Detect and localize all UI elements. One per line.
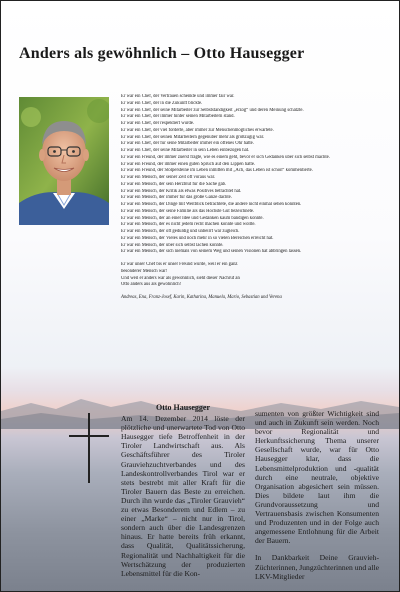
tribute-line: Er war ein Mensch, der über sich selbst lachen konnte. (121, 242, 224, 248)
closing-line: Er war unser Chef bis er unser Freund wurde, weil er ein ganz (121, 262, 238, 267)
tribute-line: Er war ein Chef, der seine Mitarbeiter in sein Leben einbezogen hat. (121, 148, 250, 153)
signature: Andreas, Ena, Franz-Josef, Karin, Katharina, Manuela, Mario, Sebastian und Verena (121, 295, 282, 300)
obituary-dedication: In Dankbarkeit Deine Grauvieh-Züchterinnen, Jungzüchterinnen und alle LKV-Mitglieder (255, 553, 379, 581)
tribute-line: Er war ein Chef, der seinen Mitarbeitern gegenüber mehr als großzügig war. (121, 134, 265, 140)
tribute-line: Er war ein Mensch, der es nicht jedem recht machen konnte und wollte. (121, 222, 256, 228)
tribute-text (121, 94, 391, 302)
tribute-line: Er war ein Freund, der immer einen guten Spruch auf den Lippen hatte. (121, 161, 256, 167)
tribute-line: Er war ein Chef, der viel forderte, aber immer zur Menschenmögliches erwartete. (121, 127, 274, 133)
obituary-column-2 (255, 409, 379, 581)
tribute-line: Er war ein Chef, der seine Mitarbeiter zur Selbstständigkeit „erzog“ und deren Meinung schätzte. (121, 107, 304, 113)
tribute-line: Er war ein Mensch, der Kritik als etwas Positives betrachtet hat. (121, 188, 242, 194)
closing-line: Und weil er anders war als gewöhnlich, sieht dieser Nachruf an (121, 275, 240, 281)
page-title: Anders als gewöhnlich – Otto Hausegger (19, 45, 305, 62)
tribute-line: Er war ein Mensch, der oft geduldig und unbeirrt war zugleich. (121, 229, 240, 234)
tribute-line: Er war ein Mensch, der immer für das große Ganze dachte. (121, 195, 232, 201)
portrait-photo (19, 97, 109, 225)
obituary-column-1 (121, 403, 245, 578)
closing-line: Otto anders aus als gewöhnlich! (121, 282, 182, 288)
tribute-line: Er war ein Chef, der für seine Mitarbeiter immer ein offenes Ohr hatte. (121, 141, 254, 147)
tribute-line: Er war ein Chef, der Vertrauen schenkte und immer fair war. (121, 94, 235, 99)
tribute-line: Er war ein Freund, der immer zuerst fragte, wie es einem geht, bevor er sich Gedanken über sich selbst machte. (121, 154, 330, 160)
tribute-line: Er war ein Chef, der respektiert wurde. (121, 121, 195, 126)
tribute-line: Er war ein Mensch, der an einer Idee und Gedanken kaum bändigen konnte. (121, 215, 264, 221)
obituary-heading: Otto Hausegger (156, 403, 210, 412)
tribute-line: Er war ein Mensch, der sein Herzblut für die Sache gab. (121, 181, 227, 187)
obituary-text-1: Am 14. Dezember 2014 löste der plötzliche und unerwartete Tod von Otto Hausegger tiefe Betroffenheit in der Tiroler Landwirtschaft aus. Als Geschäftsführer des Tiroler Grauviehzuchtverbandes und des Landeskontrollverbandes Tirol war er stets bestrebt mit aller Kraft für die Tiroler Bauern das Beste zu erreichen. Durch ihn wurde das „Tiroler Grauvieh“ zu etwas Besonderem und Edlem – zu einer „Marke“ – nicht nur in Tirol, sondern auch über die Landesgrenzen hinaus. Er hatte bereits früh erkannt, dass Qualität, Qualitätssicherung, Regionalität und Nachhaltigkeit für die Wertschätzung der produzierten Lebensmittel für die Kon- (121, 414, 245, 578)
tribute-line: Er war ein Freund, der Stolpersteine im Leben inmitten mit „Ach, das Leben ist schön“ kommentierte. (121, 168, 313, 174)
tribute-line: Er war ein Mensch, der Dinge mit Weitblick betrachtete, die andere nicht einmal sehen konnten. (121, 202, 302, 207)
closing-line: besonderer Mensch war! (121, 268, 168, 274)
cross-symbol (69, 413, 109, 483)
tribute-line: Er war ein Mensch, der Vieles und noch mehr in so vielen Bereichen erreicht hat. (121, 235, 274, 241)
tribute-line: Er war ein Mensch, der seine Familie als das Höchste Gut bezeichnete. (121, 208, 255, 214)
tribute-line: Er war ein Mensch, der seiner Zeit oft voraus war. (121, 175, 216, 180)
tribute-line: Er war ein Chef, der in die Zukunft blickte. (121, 100, 203, 106)
tribute-line: Er war ein Mensch, der sich niemals von seinem Weg und seinen Visionen hat abbringen lassen. (121, 249, 302, 255)
tribute-line: Er war ein Chef, der immer hinter seinen Mitarbeitern stand. (121, 114, 235, 120)
closing-lines (121, 262, 391, 289)
obituary-text-2: sumenten von größter Wichtigkeit sind und auch in Zukunft sein werden. Noch bevor Regionalität und Herkunftssicherung Thema unserer Gesellschaft wurde, war für Otto Hausegger klar, dass die Lebensmittelproduktion und -qualität durch eine neutrale, objektive Organisation abgesichert sein müssen. Dies bildete laut ihm die Grundvoraussetzung und Vertrauensbasis zwischen Konsumenten und Produzenten und in der Folge auch angemessene Entlohnung für die Arbeit der Bauern. (255, 409, 379, 546)
tribute-lines (121, 94, 391, 256)
